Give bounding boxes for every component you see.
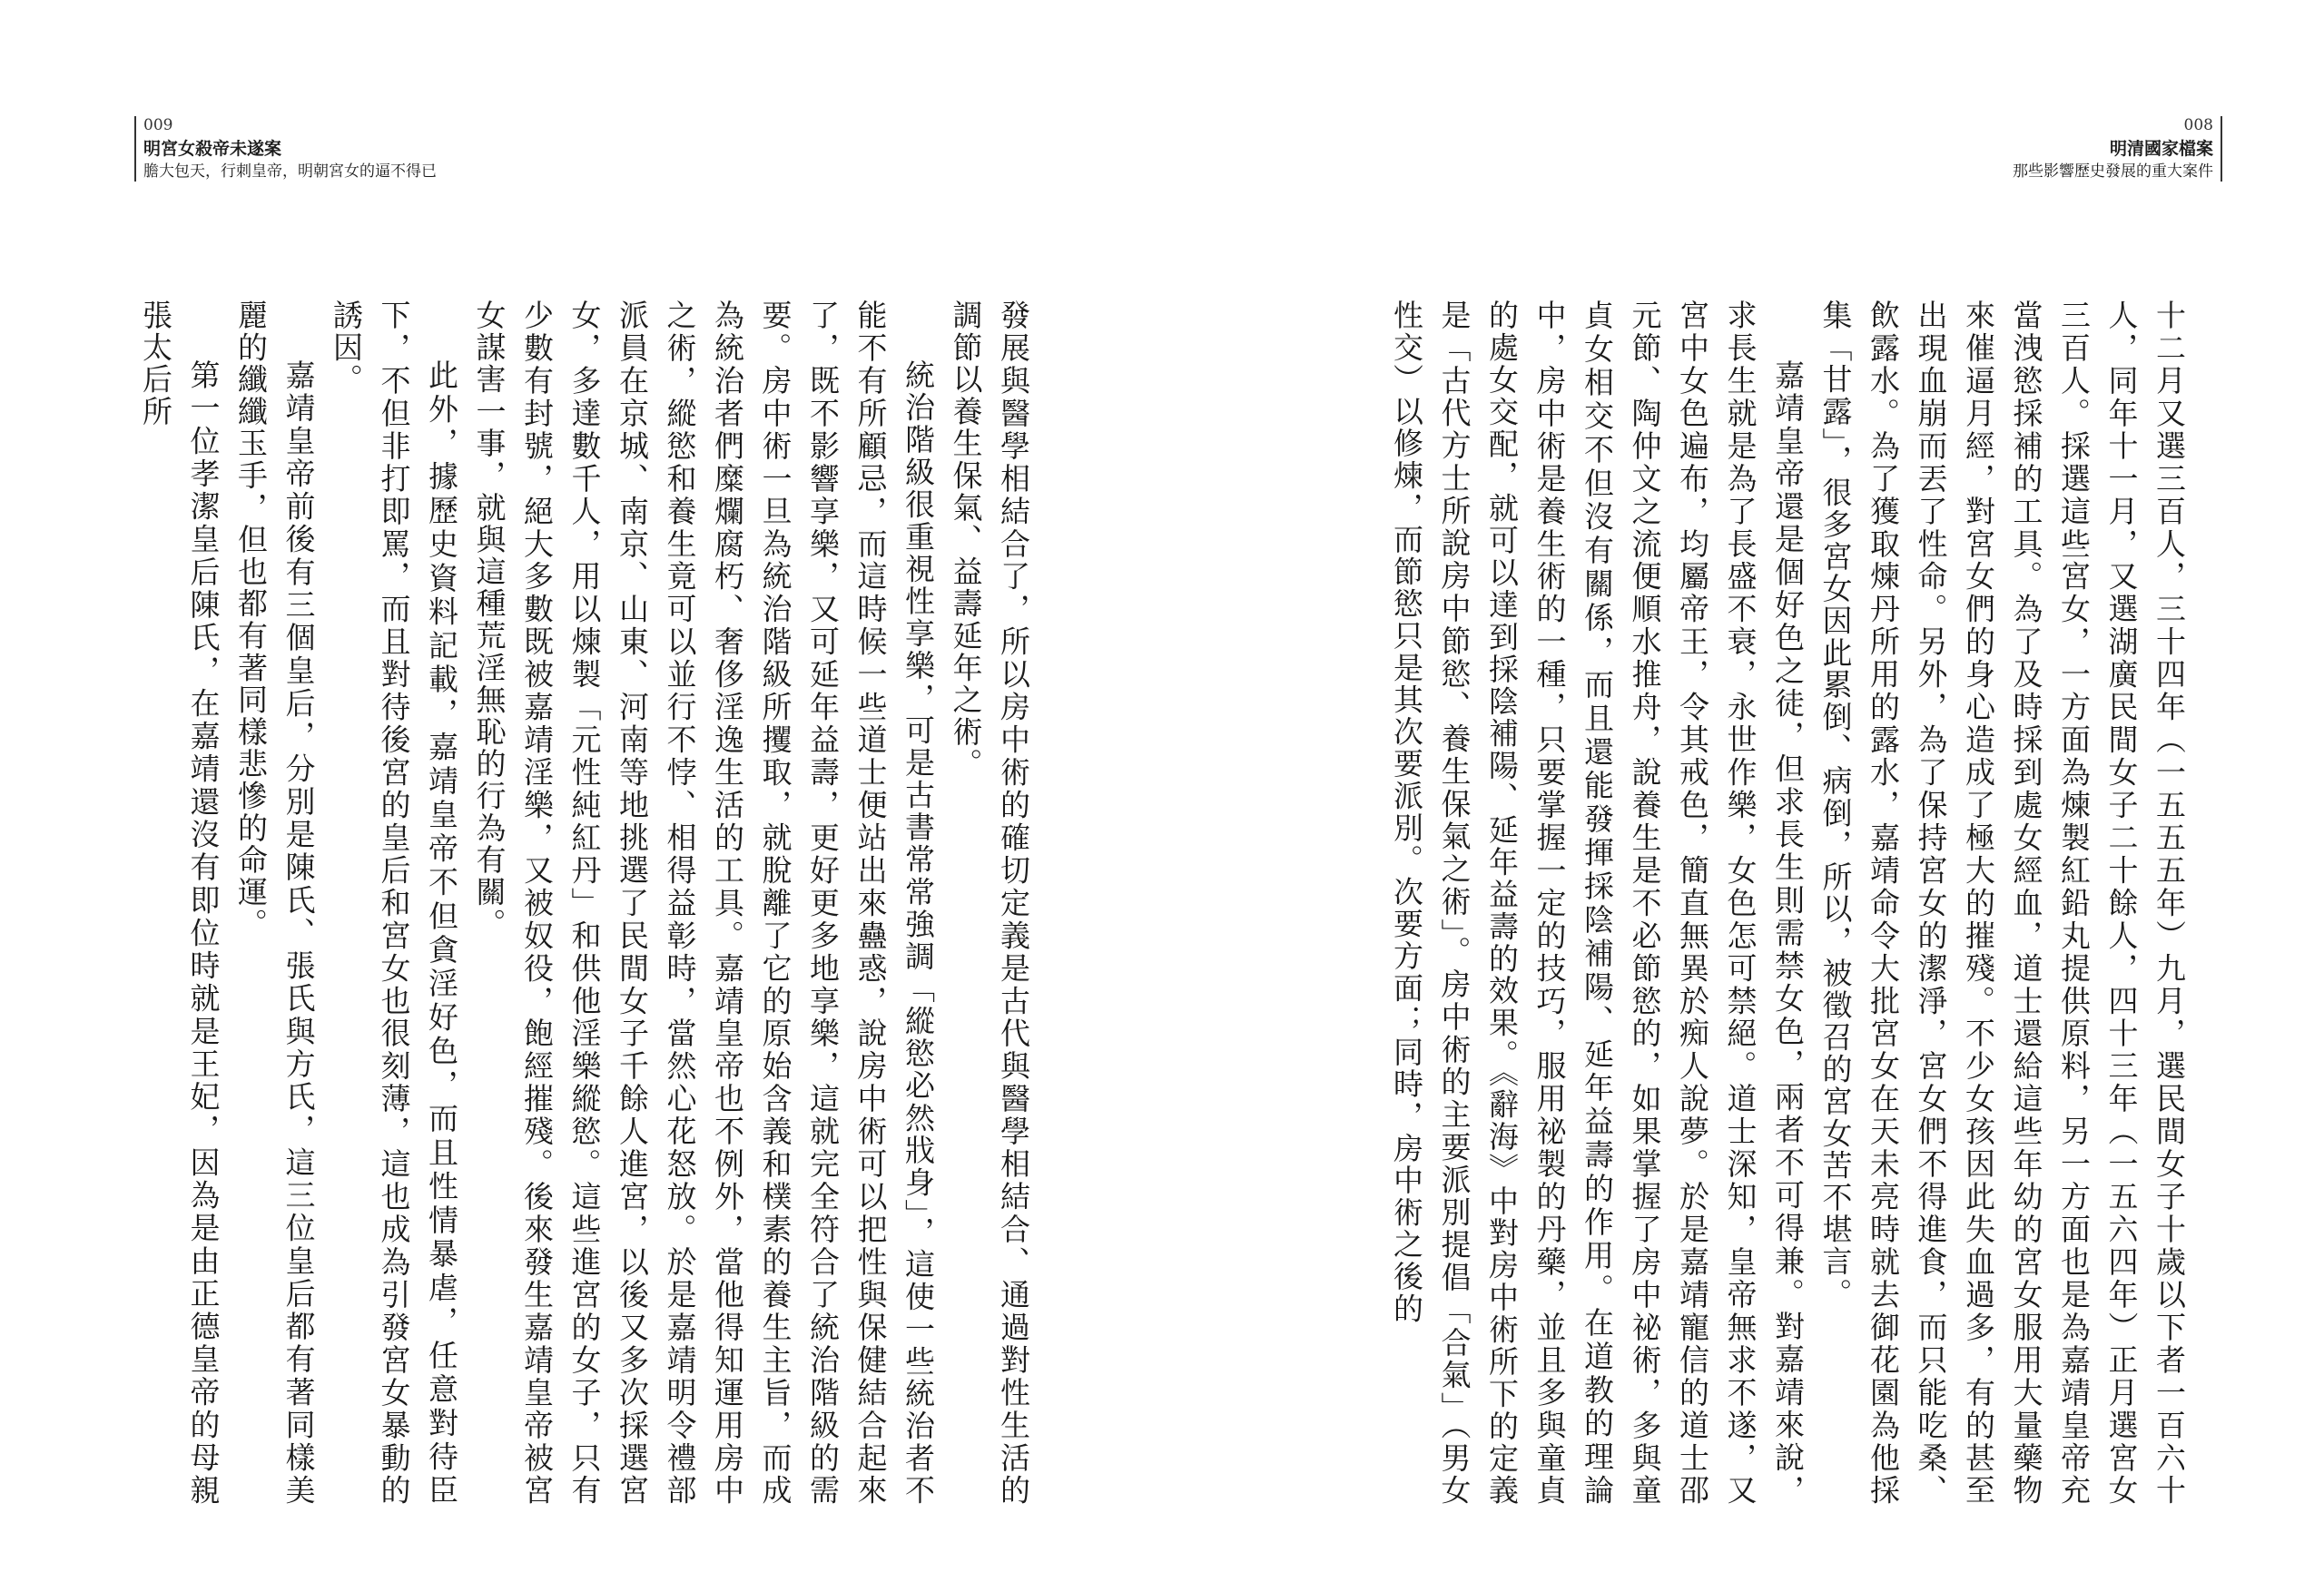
paragraph: 第一位孝潔皇后陳氏，在嘉靖還沒有即位時就是王妃，因為是由正德皇帝的母親張太后所: [138, 300, 222, 1507]
right-body-text: [1321, 300, 2192, 1507]
paragraph: 嘉靖皇帝還是個好色之徒，但求長生則需禁女色，兩者不可得兼。對嘉靖來說，求長生就是為了長盛不衰，永世作樂，女色怎可禁絕。道士深知，皇帝無求不遂，又宮中女色遍布，均屬帝王，令其戒色，簡直無異於痴人說夢。於是嘉靖寵信的道士邵元節、陶仲文之流便順水推舟，說養生是不必節慾的，如果掌握了房中祕術，多與童貞女相交不但沒有關係，而且還能發揮採陰補陽、延年益壽的作用。在道教的理論中，房中術是養生術的一種，只要掌握一定的技巧，服用祕製的丹藥，並且多與童貞的處女交配，就可以達到採陰補陽、延年益壽的效果。《辭海》中對房中術所下的定義是「古代方士所說房中節慾、養生保氣之術」。房中術的主要派別提倡「合氣」（男女性交）以修煉，而節慾只是其次要派別。次要方面；同時，房中術之後的: [1389, 300, 1806, 1507]
book-title: 明清國家檔案: [2109, 139, 2213, 160]
right-running-header: [2013, 116, 2222, 182]
book-subtitle: 那些影響歷史發展的重大案件: [2013, 162, 2213, 181]
paragraph: 此外，據歷史資料記載，嘉靖皇帝不但貪淫好色，而且性情暴虐，任意對待臣下，不但非打即罵，而且對待後宮的皇后和宮女也很刻薄，這也成為引發宮女暴動的誘因。: [329, 300, 459, 1507]
page-number: 009: [143, 116, 173, 134]
paragraph: 發展與醫學相結合了，所以房中術的確切定義是古代與醫學相結合、通過對性生活的調節以養生保氣、益壽延年之術。: [948, 300, 1031, 1507]
right-page: [1162, 0, 2324, 1572]
left-running-header: [134, 116, 437, 182]
paragraph: 統治階級很重視性享樂，可是古書常常強調「縱慾必然戕身」，這使一些統治者不能不有所顧忌，而這時候一些道士便站出來蠱惑，說房中術可以把性與保健結合起來了，既不影響享樂，又可延年益壽，更好更多地享樂，這就完全符合了統治階級的需要。房中術一旦為統治階級所攫取，就脫離了它的原始含義和樸素的養生主旨，而成為統治者們糜爛腐朽、奢侈淫逸生活的工具。嘉靖皇帝也不例外，當他得知運用房中之術，縱慾和養生竟可以並行不悖、相得益彰時，當然心花怒放。於是嘉靖明令禮部派員在京城、南京、山東、河南等地挑選了民間女子千餘人進宮，以後又多次採選宮女，多達數千人，用以煉製「元性純紅丹」和供他淫樂縱慾。這些進宮的女子，只有少數有封號，絕大多數既被嘉靖淫樂，又被奴役，飽經摧殘。後來發生嘉靖皇帝被宮女謀害一事，就與這種荒淫無恥的行為有關。: [471, 300, 936, 1507]
paragraph: 嘉靖皇帝前後有三個皇后，分別是陳氏、張氏與方氏，這三位皇后都有著同樣美麗的纖纖玉手，但也都有著同樣悲慘的命運。: [233, 300, 317, 1507]
page-number: 008: [2183, 116, 2213, 134]
paragraph: 十二月又選三百人，三十四年（一五五五年）九月，選民間女子十歲以下者一百六十人，同年十一月，又選湖廣民間女子二十餘人，四十三年（一五六四年）正月選宮女三百人。採選這些宮女，一方面為煉製紅鉛丸提供原料，另一方面也是為嘉靖皇帝充當洩慾採補的工具。為了及時採到處女經血，道士還給這些年幼的宮女服用大量藥物來催逼月經，對宮女們的身心造成了極大的摧殘。不少女孩因此失血過多，有的甚至出現血崩而丟了性命。另外，為了保持宮女的潔淨，宮女們不得進食，而只能吃桑、飲露水。為了獲取煉丹所用的露水，嘉靖命令大批宮女在天未亮時就去御花園為他採集「甘露」，很多宮女因此累倒、病倒，所以，被徵召的宮女苦不堪言。: [1817, 300, 2187, 1507]
book-title: 明宮女殺帝未遂案: [143, 139, 282, 160]
left-body-text: [129, 300, 1037, 1507]
book-subtitle: 膽大包天，行刺皇帝，明朝宮女的逼不得已: [143, 162, 437, 181]
